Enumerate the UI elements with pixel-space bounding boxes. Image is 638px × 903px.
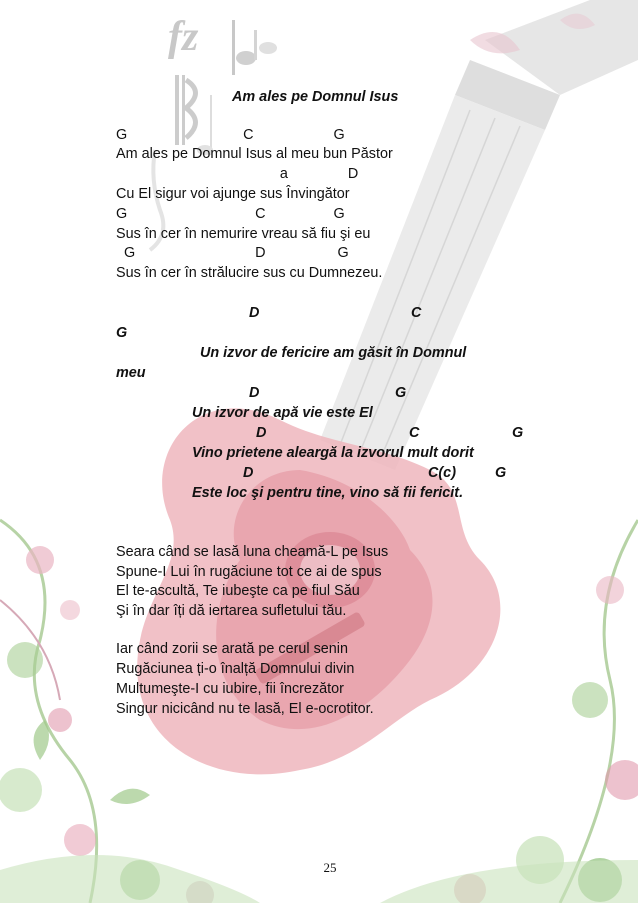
verse1-chords-line-1: G C G [116, 127, 345, 143]
svg-text:fz: fz [168, 14, 199, 60]
chorus-lyric-line-3: Vino prietene aleargă la izvorul mult dorit [192, 445, 474, 461]
verse2-lyric-line-1: Seara când se lasă luna cheamă-L pe Isus [116, 544, 389, 560]
chorus-chord: G [116, 325, 128, 341]
page-number: 25 [323, 860, 337, 875]
verse1-lyric-line-4: Sus în cer în strălucire sus cu Dumnezeu. [116, 265, 383, 281]
verse1-lyric-line-2: Cu El sigur voi ajunge sus Învingător [116, 186, 350, 202]
verse1-chords-line-3: G C G [116, 206, 345, 222]
verse1-lyric-line-3: Sus în cer în nemurire vreau să fiu şi eu [116, 226, 371, 242]
chorus-chord: D [249, 305, 260, 321]
song-title: Am ales pe Domnul Isus [232, 89, 399, 105]
verse1-chords-line-2: a D [116, 166, 359, 182]
verse3-lyric-line-2: Rugăciunea ți-o înalță Domnului divin [116, 661, 355, 677]
chorus-chord: D [256, 425, 267, 441]
chorus-chord: G [512, 425, 524, 441]
verse2-lyric-line-2: Spune-I Lui în rugăciune tot ce ai de spus [116, 564, 382, 580]
verse3-lyric-line-3: Multumeşte-I cu iubire, fii încrezător [116, 681, 344, 697]
chorus-chord: D [249, 385, 260, 401]
chorus-lyric-line-2: Un izvor de apă vie este El [192, 405, 373, 421]
chorus-lyric-line-4: Este loc şi pentru tine, vino să fii fericit. [192, 485, 464, 501]
chorus-chord: D [243, 465, 254, 481]
chorus-chord: G [495, 465, 507, 481]
verse2-lyric-line-3: El te-ascultă, Te iubeşte ca pe fiul Său [116, 583, 360, 599]
chorus-chord: G [395, 385, 407, 401]
chorus-lyric-line-1-wrap: meu [116, 365, 146, 381]
chorus-chord: C [409, 425, 420, 441]
verse3-lyric-line-4: Singur nicicând nu te lasă, El e-ocrotitor. [116, 701, 374, 717]
verse3-lyric-line-1: Iar când zorii se arată pe cerul senin [116, 641, 348, 657]
verse1-chords-line-4: G D G [116, 245, 349, 261]
chorus-lyric-line-1: Un izvor de fericire am găsit în Domnul [200, 345, 467, 361]
guitar-watermark-icon [137, 0, 638, 774]
verse2-lyric-line-4: Şi în dar îți dă iertarea sufletului tău. [116, 603, 347, 619]
verse1-lyric-line-1: Am ales pe Domnul Isus al meu bun Păstor [116, 146, 393, 162]
chorus-chord: C [411, 305, 422, 321]
chorus-chord: C(c) [428, 465, 456, 481]
